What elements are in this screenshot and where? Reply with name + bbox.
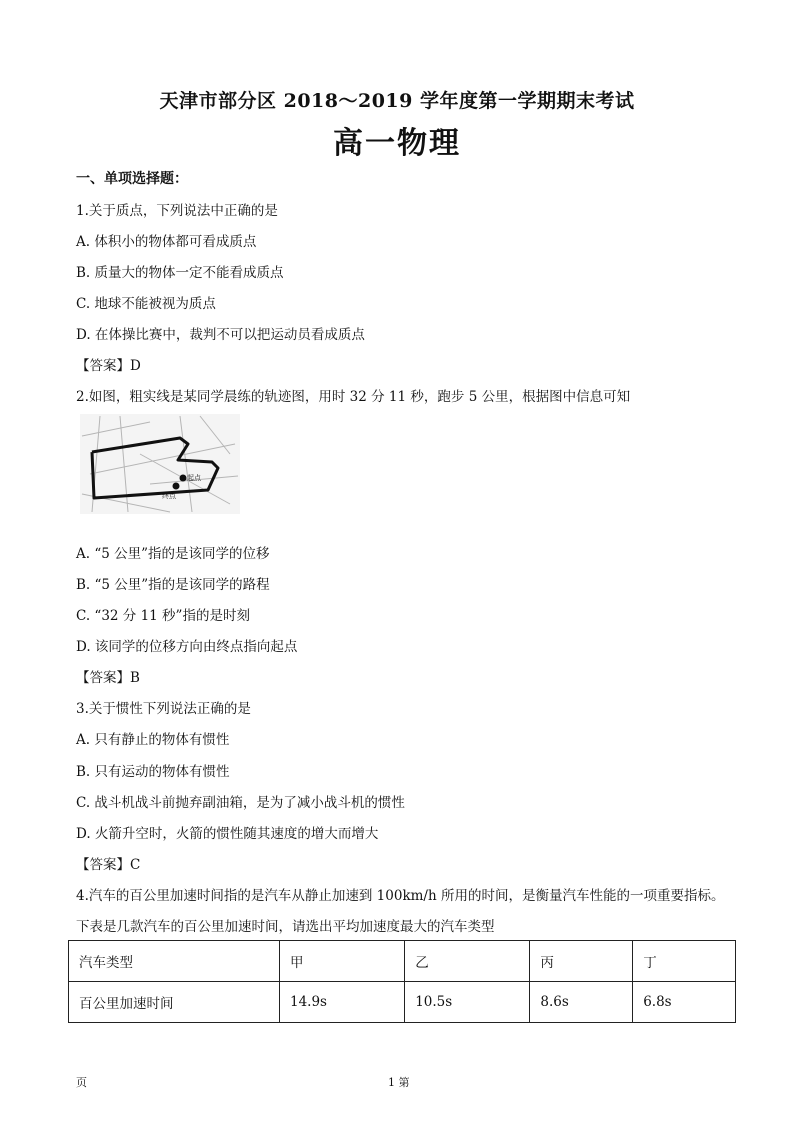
question-1-option-b: B. 质量大的物体一定不能看成质点	[76, 265, 284, 281]
question-2-option-c: C. “32 分 11 秒”指的是时刻	[76, 608, 250, 624]
start-label: 起点	[187, 474, 201, 482]
subject-title: 高一物理	[333, 126, 461, 161]
table-cell: 6.8s	[633, 982, 736, 1023]
question-1-option-c: C. 地球不能被视为质点	[76, 296, 216, 312]
question-2-option-d: D. 该同学的位移方向由终点指向起点	[76, 639, 298, 655]
question-3-option-a: A. 只有静止的物体有惯性	[76, 732, 230, 748]
question-4-stem-2: 下表是几款汽车的百公里加速时间，请选出平均加速度最大的汽车类型	[76, 919, 495, 935]
question-3-answer: 【答案】C	[76, 857, 141, 873]
table-row	[69, 982, 736, 1023]
footer-page-label: 页	[76, 1076, 87, 1089]
table-cell: 8.6s	[530, 982, 633, 1023]
end-marker	[173, 483, 180, 490]
table-cell: 乙	[405, 941, 530, 982]
table-cell: 10.5s	[405, 982, 530, 1023]
table-cell: 甲	[280, 941, 405, 982]
question-2-answer: 【答案】B	[76, 670, 140, 686]
footer-page-number: 1 第	[388, 1076, 410, 1089]
question-2-stem: 2.如图，粗实线是某同学晨练的轨迹图，用时 32 分 11 秒，跑步 5 公里，根据图中信息可知	[76, 389, 631, 405]
table-row	[69, 941, 736, 982]
table-cell: 丁	[633, 941, 736, 982]
question-2-option-b: B. “5 公里”指的是该同学的路程	[76, 577, 270, 593]
acceleration-table	[68, 940, 736, 1023]
question-3-option-b: B. 只有运动的物体有惯性	[76, 764, 230, 780]
question-3-option-d: D. 火箭升空时，火箭的惯性随其速度的增大而增大	[76, 826, 379, 842]
question-1-option-d: D. 在体操比赛中，裁判不可以把运动员看成质点	[76, 327, 365, 343]
end-label: 终点	[162, 492, 176, 500]
table-cell: 百公里加速时间	[69, 982, 280, 1023]
question-1-answer: 【答案】D	[76, 358, 141, 374]
table-cell: 14.9s	[280, 982, 405, 1023]
running-track-map	[80, 414, 240, 514]
section-heading: 一、单项选择题：	[76, 171, 188, 187]
question-2-option-a: A. “5 公里”指的是该同学的位移	[76, 546, 270, 562]
question-3-stem: 3.关于惯性下列说法正确的是	[76, 701, 251, 717]
question-1-option-a: A. 体积小的物体都可看成质点	[76, 234, 257, 250]
start-marker	[180, 475, 187, 482]
table-cell: 汽车类型	[69, 941, 280, 982]
table-cell: 丙	[530, 941, 633, 982]
question-3-option-c: C. 战斗机战斗前抛弃副油箱，是为了减小战斗机的惯性	[76, 795, 405, 811]
question-1-stem: 1.关于质点，下列说法中正确的是	[76, 203, 278, 219]
exam-title: 天津市部分区 2018～2019 学年度第一学期期末考试	[159, 90, 635, 112]
question-4-stem: 4.汽车的百公里加速时间指的是汽车从静止加速到 100km/h 所用的时间，是衡量汽车性能的一项重要指标。	[76, 888, 725, 904]
